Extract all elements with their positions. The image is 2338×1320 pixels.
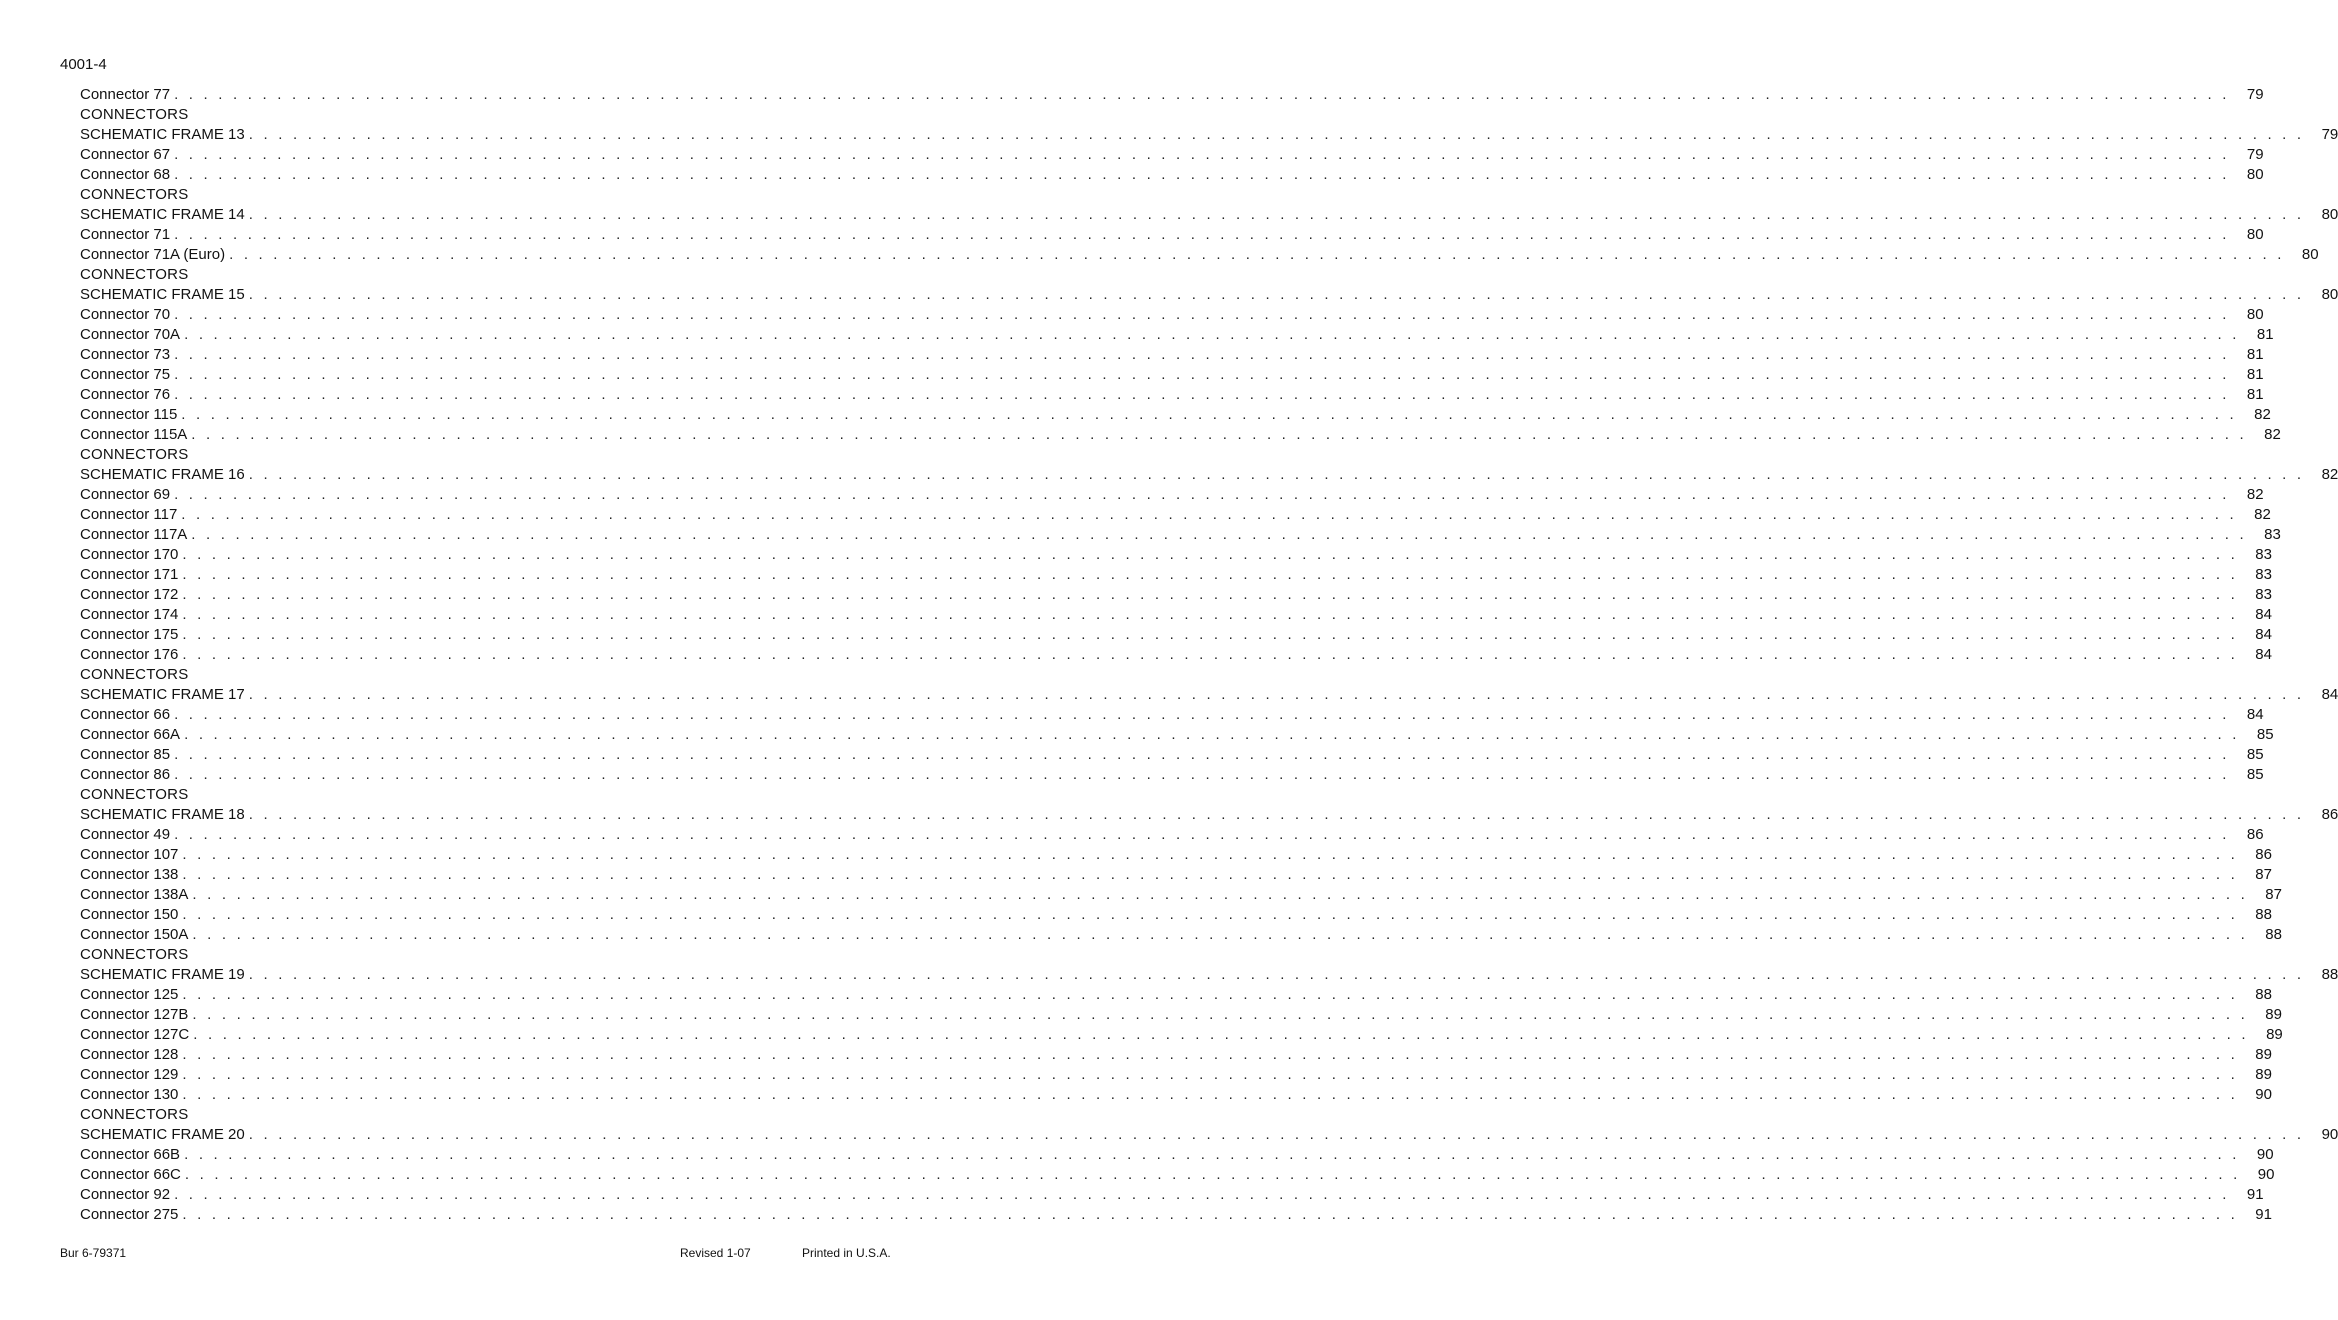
toc-entry-page: 82	[2254, 506, 2271, 523]
toc-entry	[80, 225, 2264, 245]
toc-entry-label: Connector 66C	[80, 1166, 181, 1183]
toc-entry-label: Connector 127B	[80, 1006, 189, 1023]
toc-dot-leader: . . . . . . . . . . . . . . . . . . . . . . . . . . . . . . . . . . . . . . . . . . . . . . . . . . . . . . . . . . . . . . . . . . . . . . . . . . . . . . . . . . . . . . . . . . . . . . . . . . . . . . . . . . . . . . . . . . . . . . . . . . . . . . . . . . . . . . . . . . . .	[174, 86, 2230, 103]
toc-dot-leader: . . . . . . . . . . . . . . . . . . . . . . . . . . . . . . . . . . . . . . . . . . . . . . . . . . . . . . . . . . . . . . . . . . . . . . . . . . . . . . . . . . . . . . . . . . . . . . . . . . . . . . . . . . . . . . . . . . . . . . . . . . . . . . . . . . . . . . . . . . . .	[184, 1166, 2241, 1183]
toc-entry-page: 89	[2255, 1066, 2272, 1083]
toc-entry	[80, 805, 2338, 825]
toc-entry	[80, 905, 2272, 925]
toc-dot-leader: . . . . . . . . . . . . . . . . . . . . . . . . . . . . . . . . . . . . . . . . . . . . . . . . . . . . . . . . . . . . . . . . . . . . . . . . . . . . . . . . . . . . . . . . . . . . . . . . . . . . . . . . . . . . . . . . . . . . . . . . . . . . . . . . . . . . . . . . . . . .	[181, 506, 2237, 523]
toc-entry-page: 86	[2321, 806, 2338, 823]
toc-entry-page: 90	[2256, 1146, 2274, 1163]
toc-entry	[80, 525, 2281, 545]
toc-entry	[80, 1145, 2274, 1165]
footer-doc-number: Bur 6-79371	[60, 1246, 127, 1260]
toc-entry-label: Connector 73	[80, 346, 171, 363]
toc-entry	[80, 165, 2264, 185]
toc-dot-leader: . . . . . . . . . . . . . . . . . . . . . . . . . . . . . . . . . . . . . . . . . . . . . . . . . . . . . . . . . . . . . . . . . . . . . . . . . . . . . . . . . . . . . . . . . . . . . . . . . . . . . . . . . . . . . . . . . . . . . . . . . . . . . . . . . . . . . . . . . . . .	[174, 746, 2230, 763]
toc-entry-label: Connector 71A (Euro)	[80, 246, 226, 263]
toc-entry-label: Connector 86	[80, 766, 171, 783]
toc-entry-page: 83	[2255, 546, 2272, 563]
toc-entry-label: Connector 150A	[80, 926, 189, 943]
toc-entry-page: 88	[2321, 966, 2338, 983]
toc-dot-leader: . . . . . . . . . . . . . . . . . . . . . . . . . . . . . . . . . . . . . . . . . . . . . . . . . . . . . . . . . . . . . . . . . . . . . . . . . . . . . . . . . . . . . . . . . . . . . . . . . . . . . . . . . . . . . . . . . . . . . . . . . . . . . . . . . . . . . . . . . . . .	[174, 306, 2230, 323]
toc-entry	[80, 365, 2264, 385]
toc-entry-label: Connector 175	[80, 626, 179, 643]
toc-entry	[80, 1045, 2272, 1065]
toc-entry	[80, 885, 2282, 905]
toc-entry	[80, 1185, 2264, 1205]
toc-entry	[80, 325, 2274, 345]
toc-entry	[80, 745, 2264, 765]
toc-entry-label: Connector 138	[80, 866, 179, 883]
toc-dot-leader: . . . . . . . . . . . . . . . . . . . . . . . . . . . . . . . . . . . . . . . . . . . . . . . . . . . . . . . . . . . . . . . . . . . . . . . . . . . . . . . . . . . . . . . . . . . . . . . . . . . . . . . . . . . . . . . . . . . . . . . . . . . . . . . . . . . . . . . . . . . .	[182, 566, 2238, 583]
toc-dot-leader: . . . . . . . . . . . . . . . . . . . . . . . . . . . . . . . . . . . . . . . . . . . . . . . . . . . . . . . . . . . . . . . . . . . . . . . . . . . . . . . . . . . . . . . . . . . . . . . . . . . . . . . . . . . . . . . . . . . . . . . . . . . . . . . . . . . . . . . . . . . .	[174, 166, 2230, 183]
toc-entry-page: 91	[2246, 1186, 2264, 1203]
toc-entry-page: 81	[2256, 326, 2274, 343]
toc-entry	[80, 205, 2338, 225]
toc-entry	[80, 985, 2272, 1005]
toc-entry-label: Connector 77	[80, 86, 171, 103]
toc-entry-label: Connector 68	[80, 166, 171, 183]
toc-entry	[80, 85, 2264, 105]
toc-entry-label: CONNECTORS	[80, 446, 189, 463]
toc-dot-leader: . . . . . . . . . . . . . . . . . . . . . . . . . . . . . . . . . . . . . . . . . . . . . . . . . . . . . . . . . . . . . . . . . . . . . . . . . . . . . . . . . . . . . . . . . . . . . . . . . . . . . . . . . . . . . . . . . . . . . . . . . . . . . . . . . . . . . . . . . . . .	[229, 246, 2285, 263]
toc-entry-page: 81	[2246, 386, 2264, 403]
toc-entry-label: Connector 69	[80, 486, 171, 503]
toc-dot-leader: . . . . . . . . . . . . . . . . . . . . . . . . . . . . . . . . . . . . . . . . . . . . . . . . . . . . . . . . . . . . . . . . . . . . . . . . . . . . . . . . . . . . . . . . . . . . . . . . . . . . . . . . . . . . . . . . . . . . . . . . . . . . . . . . . . . . . . . . . . . .	[248, 806, 2305, 823]
toc-entry-page: 86	[2246, 826, 2264, 843]
toc-entry-label: Connector 138A	[80, 886, 189, 903]
toc-dot-leader: . . . . . . . . . . . . . . . . . . . . . . . . . . . . . . . . . . . . . . . . . . . . . . . . . . . . . . . . . . . . . . . . . . . . . . . . . . . . . . . . . . . . . . . . . . . . . . . . . . . . . . . . . . . . . . . . . . . . . . . . . . . . . . . . . . . . . . . . . . . .	[182, 906, 2238, 923]
toc-dot-leader: . . . . . . . . . . . . . . . . . . . . . . . . . . . . . . . . . . . . . . . . . . . . . . . . . . . . . . . . . . . . . . . . . . . . . . . . . . . . . . . . . . . . . . . . . . . . . . . . . . . . . . . . . . . . . . . . . . . . . . . . . . . . . . . . . . . . . . . . . . . .	[182, 1086, 2238, 1103]
toc-entry-page: 85	[2246, 746, 2264, 763]
toc-section-heading	[80, 105, 900, 125]
toc-dot-leader: . . . . . . . . . . . . . . . . . . . . . . . . . . . . . . . . . . . . . . . . . . . . . . . . . . . . . . . . . . . . . . . . . . . . . . . . . . . . . . . . . . . . . . . . . . . . . . . . . . . . . . . . . . . . . . . . . . . . . . . . . . . . . . . . . . . . . . . . . . . .	[182, 846, 2238, 863]
toc-dot-leader: . . . . . . . . . . . . . . . . . . . . . . . . . . . . . . . . . . . . . . . . . . . . . . . . . . . . . . . . . . . . . . . . . . . . . . . . . . . . . . . . . . . . . . . . . . . . . . . . . . . . . . . . . . . . . . . . . . . . . . . . . . . . . . . . . . . . . . . . . . . .	[184, 1146, 2240, 1163]
toc-dot-leader: . . . . . . . . . . . . . . . . . . . . . . . . . . . . . . . . . . . . . . . . . . . . . . . . . . . . . . . . . . . . . . . . . . . . . . . . . . . . . . . . . . . . . . . . . . . . . . . . . . . . . . . . . . . . . . . . . . . . . . . . . . . . . . . . . . . . . . . . . . . .	[182, 546, 2238, 563]
toc-dot-leader: . . . . . . . . . . . . . . . . . . . . . . . . . . . . . . . . . . . . . . . . . . . . . . . . . . . . . . . . . . . . . . . . . . . . . . . . . . . . . . . . . . . . . . . . . . . . . . . . . . . . . . . . . . . . . . . . . . . . . . . . . . . . . . . . . . . . . . . . . . . .	[174, 386, 2230, 403]
toc-entry-page: 83	[2264, 526, 2281, 543]
toc-entry	[80, 965, 2338, 985]
toc-section-heading	[80, 785, 900, 805]
toc-entry-label: Connector 171	[80, 566, 179, 583]
toc-entry-label: Connector 115	[80, 406, 178, 423]
toc-entry	[80, 545, 2272, 565]
toc-entry-page: 80	[2321, 206, 2338, 223]
toc-entry-page: 90	[2321, 1126, 2338, 1143]
toc-entry	[80, 465, 2338, 485]
toc-dot-leader: . . . . . . . . . . . . . . . . . . . . . . . . . . . . . . . . . . . . . . . . . . . . . . . . . . . . . . . . . . . . . . . . . . . . . . . . . . . . . . . . . . . . . . . . . . . . . . . . . . . . . . . . . . . . . . . . . . . . . . . . . . . . . . . . . . . . . . . . . . . .	[174, 706, 2230, 723]
toc-section-heading	[80, 185, 900, 205]
toc-entry	[80, 145, 2264, 165]
toc-dot-leader: . . . . . . . . . . . . . . . . . . . . . . . . . . . . . . . . . . . . . . . . . . . . . . . . . . . . . . . . . . . . . . . . . . . . . . . . . . . . . . . . . . . . . . . . . . . . . . . . . . . . . . . . . . . . . . . . . . . . . . . . . . . . . . . . . . . . . . . . . . . .	[192, 926, 2248, 943]
toc-entry-label: Connector 107	[80, 846, 179, 863]
toc-dot-leader: . . . . . . . . . . . . . . . . . . . . . . . . . . . . . . . . . . . . . . . . . . . . . . . . . . . . . . . . . . . . . . . . . . . . . . . . . . . . . . . . . . . . . . . . . . . . . . . . . . . . . . . . . . . . . . . . . . . . . . . . . . . . . . . . . . . . . . . . . . . .	[174, 1186, 2230, 1203]
toc-entry-page: 88	[2255, 906, 2272, 923]
toc-entry-page: 80	[2301, 246, 2319, 263]
toc-entry-page: 82	[2246, 486, 2264, 503]
toc-entry-page: 88	[2265, 926, 2282, 943]
toc-entry	[80, 405, 2271, 425]
toc-entry	[80, 245, 2319, 265]
toc-entry-page: 90	[2255, 1086, 2272, 1103]
toc-entry	[80, 725, 2274, 745]
toc-entry-label: Connector 71	[80, 226, 171, 243]
toc-section-heading	[80, 945, 900, 965]
toc-entry-label: Connector 174	[80, 606, 179, 623]
toc-entry-label: Connector 75	[80, 366, 171, 383]
toc-entry	[80, 705, 2264, 725]
toc-dot-leader: . . . . . . . . . . . . . . . . . . . . . . . . . . . . . . . . . . . . . . . . . . . . . . . . . . . . . . . . . . . . . . . . . . . . . . . . . . . . . . . . . . . . . . . . . . . . . . . . . . . . . . . . . . . . . . . . . . . . . . . . . . . . . . . . . . . . . . . . . . . .	[248, 966, 2305, 983]
toc-dot-leader: . . . . . . . . . . . . . . . . . . . . . . . . . . . . . . . . . . . . . . . . . . . . . . . . . . . . . . . . . . . . . . . . . . . . . . . . . . . . . . . . . . . . . . . . . . . . . . . . . . . . . . . . . . . . . . . . . . . . . . . . . . . . . . . . . . . . . . . . . . . .	[174, 346, 2230, 363]
toc-entry	[80, 865, 2272, 885]
toc-entry-label: Connector 115A	[80, 426, 188, 443]
toc-entry	[80, 505, 2271, 525]
toc-entry-page: 87	[2265, 886, 2282, 903]
toc-dot-leader: . . . . . . . . . . . . . . . . . . . . . . . . . . . . . . . . . . . . . . . . . . . . . . . . . . . . . . . . . . . . . . . . . . . . . . . . . . . . . . . . . . . . . . . . . . . . . . . . . . . . . . . . . . . . . . . . . . . . . . . . . . . . . . . . . . . . . . . . . . . .	[181, 406, 2237, 423]
toc-entry	[80, 565, 2272, 585]
footer-revision: Revised 1-07	[680, 1246, 751, 1260]
table-of-contents	[80, 85, 2338, 1225]
toc-entry	[80, 1005, 2282, 1025]
toc-entry-label: Connector 70A	[80, 326, 181, 343]
toc-dot-leader: . . . . . . . . . . . . . . . . . . . . . . . . . . . . . . . . . . . . . . . . . . . . . . . . . . . . . . . . . . . . . . . . . . . . . . . . . . . . . . . . . . . . . . . . . . . . . . . . . . . . . . . . . . . . . . . . . . . . . . . . . . . . . . . . . . . . . . . . . . . .	[182, 1046, 2238, 1063]
toc-entry	[80, 125, 2338, 145]
toc-entry-label: Connector 150	[80, 906, 179, 923]
toc-entry-label: Connector 70	[80, 306, 171, 323]
toc-entry	[80, 605, 2272, 625]
toc-entry-page: 79	[2246, 146, 2264, 163]
toc-entry-label: Connector 117	[80, 506, 178, 523]
toc-dot-leader: . . . . . . . . . . . . . . . . . . . . . . . . . . . . . . . . . . . . . . . . . . . . . . . . . . . . . . . . . . . . . . . . . . . . . . . . . . . . . . . . . . . . . . . . . . . . . . . . . . . . . . . . . . . . . . . . . . . . . . . . . . . . . . . . . . . . . . . . . . . .	[174, 366, 2230, 383]
toc-entry-label: CONNECTORS	[80, 786, 189, 803]
page-header-id: 4001-4	[60, 56, 107, 73]
toc-entry-label: SCHEMATIC FRAME 14	[80, 206, 245, 223]
toc-dot-leader: . . . . . . . . . . . . . . . . . . . . . . . . . . . . . . . . . . . . . . . . . . . . . . . . . . . . . . . . . . . . . . . . . . . . . . . . . . . . . . . . . . . . . . . . . . . . . . . . . . . . . . . . . . . . . . . . . . . . . . . . . . . . . . . . . . . . . . . . . . . .	[248, 206, 2305, 223]
toc-entry-page: 80	[2246, 306, 2264, 323]
toc-dot-leader: . . . . . . . . . . . . . . . . . . . . . . . . . . . . . . . . . . . . . . . . . . . . . . . . . . . . . . . . . . . . . . . . . . . . . . . . . . . . . . . . . . . . . . . . . . . . . . . . . . . . . . . . . . . . . . . . . . . . . . . . . . . . . . . . . . . . . . . . . . . .	[174, 766, 2230, 783]
toc-entry-label: SCHEMATIC FRAME 15	[80, 286, 245, 303]
toc-entry	[80, 845, 2272, 865]
toc-entry-page: 89	[2265, 1006, 2282, 1023]
toc-entry-label: Connector 176	[80, 646, 179, 663]
toc-dot-leader: . . . . . . . . . . . . . . . . . . . . . . . . . . . . . . . . . . . . . . . . . . . . . . . . . . . . . . . . . . . . . . . . . . . . . . . . . . . . . . . . . . . . . . . . . . . . . . . . . . . . . . . . . . . . . . . . . . . . . . . . . . . . . . . . . . . . . . . . . . . .	[248, 466, 2305, 483]
toc-entry-label: CONNECTORS	[80, 1106, 189, 1123]
toc-dot-leader: . . . . . . . . . . . . . . . . . . . . . . . . . . . . . . . . . . . . . . . . . . . . . . . . . . . . . . . . . . . . . . . . . . . . . . . . . . . . . . . . . . . . . . . . . . . . . . . . . . . . . . . . . . . . . . . . . . . . . . . . . . . . . . . . . . . . . . . . . . . .	[182, 626, 2238, 643]
toc-entry-page: 84	[2246, 706, 2264, 723]
toc-entry-label: Connector 92	[80, 1186, 171, 1203]
toc-entry-label: Connector 85	[80, 746, 171, 763]
toc-entry-label: SCHEMATIC FRAME 16	[80, 466, 245, 483]
toc-dot-leader: . . . . . . . . . . . . . . . . . . . . . . . . . . . . . . . . . . . . . . . . . . . . . . . . . . . . . . . . . . . . . . . . . . . . . . . . . . . . . . . . . . . . . . . . . . . . . . . . . . . . . . . . . . . . . . . . . . . . . . . . . . . . . . . . . . . . . . . . . . . .	[184, 326, 2240, 343]
toc-entry-page: 86	[2255, 846, 2272, 863]
toc-entry	[80, 625, 2272, 645]
toc-entry-label: Connector 67	[80, 146, 171, 163]
toc-entry-label: Connector 117A	[80, 526, 188, 543]
toc-entry-page: 87	[2255, 866, 2272, 883]
toc-entry-page: 89	[2255, 1046, 2272, 1063]
toc-section-heading	[80, 265, 900, 285]
toc-entry-page: 80	[2246, 226, 2264, 243]
toc-entry	[80, 425, 2281, 445]
toc-entry-page: 79	[2246, 86, 2264, 103]
toc-entry	[80, 385, 2264, 405]
toc-entry-label: Connector 76	[80, 386, 171, 403]
toc-section-heading	[80, 665, 900, 685]
toc-dot-leader: . . . . . . . . . . . . . . . . . . . . . . . . . . . . . . . . . . . . . . . . . . . . . . . . . . . . . . . . . . . . . . . . . . . . . . . . . . . . . . . . . . . . . . . . . . . . . . . . . . . . . . . . . . . . . . . . . . . . . . . . . . . . . . . . . . . . . . . . . . . .	[184, 726, 2240, 743]
toc-entry	[80, 825, 2264, 845]
toc-entry-page: 82	[2264, 426, 2281, 443]
toc-dot-leader: . . . . . . . . . . . . . . . . . . . . . . . . . . . . . . . . . . . . . . . . . . . . . . . . . . . . . . . . . . . . . . . . . . . . . . . . . . . . . . . . . . . . . . . . . . . . . . . . . . . . . . . . . . . . . . . . . . . . . . . . . . . . . . . . . . . . . . . . . . . .	[192, 1006, 2248, 1023]
toc-entry	[80, 285, 2338, 305]
toc-entry-label: CONNECTORS	[80, 946, 189, 963]
toc-entry-label: CONNECTORS	[80, 186, 189, 203]
toc-entry-page: 84	[2321, 686, 2338, 703]
toc-dot-leader: . . . . . . . . . . . . . . . . . . . . . . . . . . . . . . . . . . . . . . . . . . . . . . . . . . . . . . . . . . . . . . . . . . . . . . . . . . . . . . . . . . . . . . . . . . . . . . . . . . . . . . . . . . . . . . . . . . . . . . . . . . . . . . . . . . . . . . . . . . . .	[182, 986, 2238, 1003]
toc-entry-page: 84	[2255, 646, 2272, 663]
toc-entry-page: 83	[2255, 566, 2272, 583]
toc-entry-label: Connector 66	[80, 706, 171, 723]
toc-entry-page: 83	[2255, 586, 2272, 603]
toc-section-heading	[80, 445, 900, 465]
toc-entry-label: SCHEMATIC FRAME 13	[80, 126, 245, 143]
toc-entry	[80, 1025, 2283, 1045]
toc-dot-leader: . . . . . . . . . . . . . . . . . . . . . . . . . . . . . . . . . . . . . . . . . . . . . . . . . . . . . . . . . . . . . . . . . . . . . . . . . . . . . . . . . . . . . . . . . . . . . . . . . . . . . . . . . . . . . . . . . . . . . . . . . . . . . . . . . . . . . . . . . . . .	[191, 526, 2247, 543]
toc-entry	[80, 345, 2264, 365]
toc-entry-label: Connector 275	[80, 1206, 179, 1223]
toc-entry-label: Connector 66B	[80, 1146, 181, 1163]
toc-entry-label: Connector 125	[80, 986, 179, 1003]
toc-entry-page: 85	[2256, 726, 2274, 743]
toc-entry-page: 82	[2254, 406, 2271, 423]
toc-entry-label: Connector 170	[80, 546, 179, 563]
toc-dot-leader: . . . . . . . . . . . . . . . . . . . . . . . . . . . . . . . . . . . . . . . . . . . . . . . . . . . . . . . . . . . . . . . . . . . . . . . . . . . . . . . . . . . . . . . . . . . . . . . . . . . . . . . . . . . . . . . . . . . . . . . . . . . . . . . . . . . . . . . . . . . .	[174, 486, 2230, 503]
toc-entry	[80, 1065, 2272, 1085]
toc-entry-page: 80	[2321, 286, 2338, 303]
toc-dot-leader: . . . . . . . . . . . . . . . . . . . . . . . . . . . . . . . . . . . . . . . . . . . . . . . . . . . . . . . . . . . . . . . . . . . . . . . . . . . . . . . . . . . . . . . . . . . . . . . . . . . . . . . . . . . . . . . . . . . . . . . . . . . . . . . . . . . . . . . . . . . .	[248, 126, 2305, 143]
toc-entry-label: SCHEMATIC FRAME 17	[80, 686, 245, 703]
toc-entry-label: Connector 128	[80, 1046, 179, 1063]
toc-entry-page: 90	[2257, 1166, 2275, 1183]
toc-entry-page: 84	[2255, 626, 2272, 643]
toc-entry	[80, 925, 2282, 945]
toc-entry-label: SCHEMATIC FRAME 18	[80, 806, 245, 823]
toc-entry-page: 81	[2246, 346, 2264, 363]
toc-entry-label: CONNECTORS	[80, 266, 189, 283]
toc-entry	[80, 685, 2338, 705]
toc-dot-leader: . . . . . . . . . . . . . . . . . . . . . . . . . . . . . . . . . . . . . . . . . . . . . . . . . . . . . . . . . . . . . . . . . . . . . . . . . . . . . . . . . . . . . . . . . . . . . . . . . . . . . . . . . . . . . . . . . . . . . . . . . . . . . . . . . . . . . . . . . . . .	[182, 1206, 2238, 1223]
toc-entry-page: 91	[2255, 1206, 2272, 1223]
toc-entry	[80, 305, 2264, 325]
toc-dot-leader: . . . . . . . . . . . . . . . . . . . . . . . . . . . . . . . . . . . . . . . . . . . . . . . . . . . . . . . . . . . . . . . . . . . . . . . . . . . . . . . . . . . . . . . . . . . . . . . . . . . . . . . . . . . . . . . . . . . . . . . . . . . . . . . . . . . . . . . . . . . .	[182, 606, 2238, 623]
toc-dot-leader: . . . . . . . . . . . . . . . . . . . . . . . . . . . . . . . . . . . . . . . . . . . . . . . . . . . . . . . . . . . . . . . . . . . . . . . . . . . . . . . . . . . . . . . . . . . . . . . . . . . . . . . . . . . . . . . . . . . . . . . . . . . . . . . . . . . . . . . . . . . .	[248, 1126, 2305, 1143]
toc-entry-label: Connector 49	[80, 826, 171, 843]
toc-dot-leader: . . . . . . . . . . . . . . . . . . . . . . . . . . . . . . . . . . . . . . . . . . . . . . . . . . . . . . . . . . . . . . . . . . . . . . . . . . . . . . . . . . . . . . . . . . . . . . . . . . . . . . . . . . . . . . . . . . . . . . . . . . . . . . . . . . . . . . . . . . . .	[174, 226, 2230, 243]
toc-section-heading	[80, 1105, 900, 1125]
toc-entry-page: 88	[2255, 986, 2272, 1003]
toc-dot-leader: . . . . . . . . . . . . . . . . . . . . . . . . . . . . . . . . . . . . . . . . . . . . . . . . . . . . . . . . . . . . . . . . . . . . . . . . . . . . . . . . . . . . . . . . . . . . . . . . . . . . . . . . . . . . . . . . . . . . . . . . . . . . . . . . . . . . . . . . . . . .	[192, 886, 2248, 903]
toc-entry	[80, 765, 2264, 785]
toc-entry	[80, 645, 2272, 665]
toc-entry-page: 89	[2266, 1026, 2283, 1043]
toc-dot-leader: . . . . . . . . . . . . . . . . . . . . . . . . . . . . . . . . . . . . . . . . . . . . . . . . . . . . . . . . . . . . . . . . . . . . . . . . . . . . . . . . . . . . . . . . . . . . . . . . . . . . . . . . . . . . . . . . . . . . . . . . . . . . . . . . . . . . . . . . . . . .	[191, 426, 2247, 443]
toc-entry-label: Connector 66A	[80, 726, 181, 743]
toc-dot-leader: . . . . . . . . . . . . . . . . . . . . . . . . . . . . . . . . . . . . . . . . . . . . . . . . . . . . . . . . . . . . . . . . . . . . . . . . . . . . . . . . . . . . . . . . . . . . . . . . . . . . . . . . . . . . . . . . . . . . . . . . . . . . . . . . . . . . . . . . . . . .	[193, 1026, 2249, 1043]
toc-entry-page: 85	[2246, 766, 2264, 783]
toc-entry-page: 82	[2321, 466, 2338, 483]
footer-printed: Printed in U.S.A.	[802, 1246, 891, 1260]
toc-dot-leader: . . . . . . . . . . . . . . . . . . . . . . . . . . . . . . . . . . . . . . . . . . . . . . . . . . . . . . . . . . . . . . . . . . . . . . . . . . . . . . . . . . . . . . . . . . . . . . . . . . . . . . . . . . . . . . . . . . . . . . . . . . . . . . . . . . . . . . . . . . . .	[182, 1066, 2238, 1083]
toc-entry-label: CONNECTORS	[80, 106, 189, 123]
toc-entry-page: 80	[2246, 166, 2264, 183]
toc-dot-leader: . . . . . . . . . . . . . . . . . . . . . . . . . . . . . . . . . . . . . . . . . . . . . . . . . . . . . . . . . . . . . . . . . . . . . . . . . . . . . . . . . . . . . . . . . . . . . . . . . . . . . . . . . . . . . . . . . . . . . . . . . . . . . . . . . . . . . . . . . . . .	[174, 146, 2230, 163]
toc-entry	[80, 1205, 2272, 1225]
toc-dot-leader: . . . . . . . . . . . . . . . . . . . . . . . . . . . . . . . . . . . . . . . . . . . . . . . . . . . . . . . . . . . . . . . . . . . . . . . . . . . . . . . . . . . . . . . . . . . . . . . . . . . . . . . . . . . . . . . . . . . . . . . . . . . . . . . . . . . . . . . . . . . .	[174, 826, 2230, 843]
toc-entry-label: Connector 130	[80, 1086, 179, 1103]
toc-entry-page: 81	[2246, 366, 2264, 383]
toc-dot-leader: . . . . . . . . . . . . . . . . . . . . . . . . . . . . . . . . . . . . . . . . . . . . . . . . . . . . . . . . . . . . . . . . . . . . . . . . . . . . . . . . . . . . . . . . . . . . . . . . . . . . . . . . . . . . . . . . . . . . . . . . . . . . . . . . . . . . . . . . . . . .	[248, 686, 2305, 703]
toc-entry-label: CONNECTORS	[80, 666, 189, 683]
toc-entry	[80, 1125, 2338, 1145]
toc-entry-label: Connector 127C	[80, 1026, 190, 1043]
toc-entry	[80, 1085, 2272, 1105]
toc-entry	[80, 485, 2264, 505]
toc-entry-label: SCHEMATIC FRAME 20	[80, 1126, 245, 1143]
toc-entry	[80, 1165, 2275, 1185]
toc-entry-label: SCHEMATIC FRAME 19	[80, 966, 245, 983]
toc-dot-leader: . . . . . . . . . . . . . . . . . . . . . . . . . . . . . . . . . . . . . . . . . . . . . . . . . . . . . . . . . . . . . . . . . . . . . . . . . . . . . . . . . . . . . . . . . . . . . . . . . . . . . . . . . . . . . . . . . . . . . . . . . . . . . . . . . . . . . . . . . . . .	[182, 866, 2238, 883]
toc-dot-leader: . . . . . . . . . . . . . . . . . . . . . . . . . . . . . . . . . . . . . . . . . . . . . . . . . . . . . . . . . . . . . . . . . . . . . . . . . . . . . . . . . . . . . . . . . . . . . . . . . . . . . . . . . . . . . . . . . . . . . . . . . . . . . . . . . . . . . . . . . . . .	[248, 286, 2305, 303]
toc-dot-leader: . . . . . . . . . . . . . . . . . . . . . . . . . . . . . . . . . . . . . . . . . . . . . . . . . . . . . . . . . . . . . . . . . . . . . . . . . . . . . . . . . . . . . . . . . . . . . . . . . . . . . . . . . . . . . . . . . . . . . . . . . . . . . . . . . . . . . . . . . . . .	[182, 646, 2238, 663]
toc-entry-page: 84	[2255, 606, 2272, 623]
toc-entry	[80, 585, 2272, 605]
toc-entry-label: Connector 172	[80, 586, 179, 603]
toc-dot-leader: . . . . . . . . . . . . . . . . . . . . . . . . . . . . . . . . . . . . . . . . . . . . . . . . . . . . . . . . . . . . . . . . . . . . . . . . . . . . . . . . . . . . . . . . . . . . . . . . . . . . . . . . . . . . . . . . . . . . . . . . . . . . . . . . . . . . . . . . . . . .	[182, 586, 2238, 603]
toc-entry-page: 79	[2321, 126, 2338, 143]
toc-entry-label: Connector 129	[80, 1066, 179, 1083]
